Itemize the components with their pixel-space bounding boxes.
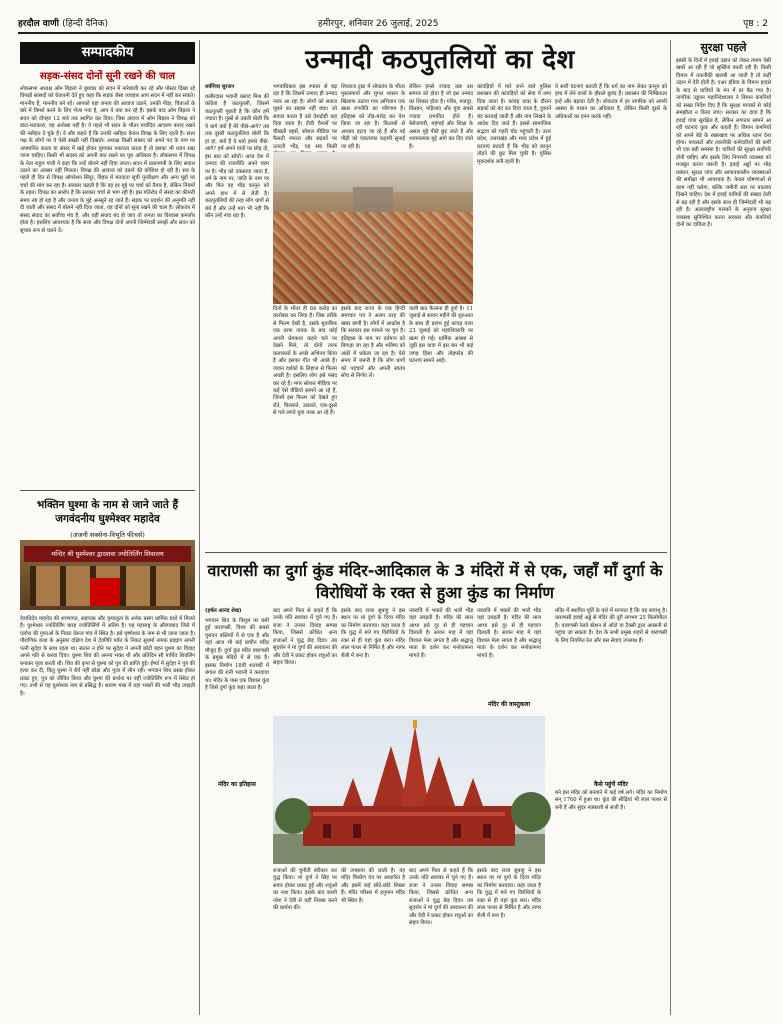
editorial-title: सम्पादकीय: [20, 42, 195, 64]
main-lower-2: इसके बाद राज्य के एक हिन्दी समाचार पत्र ने अलग तरह की खबर छापी है। लोगों में आक्रोश है कि सरकार इस मामले पर चुप है। इतिहास के नाम पर वर्तमान को बिगाड़ा जा रहा है और भविष्य को अंधेरे में धकेला जा रहा है। ऐसे समय में जरूरी है कि लोग धागों को पहचानें और अपनी स्वतंत्र सोच से निर्णय लें।: [341, 306, 405, 380]
temple-illustration: [273, 716, 545, 864]
main-col-5: कांवड़ियों में मारे जाने वाले पुलिस प्रशासन की कांवड़ियों को सेवा में लगा दिया जाता है। कांवड़ यात्रा के दौरान सड़कों को बंद कर दिया जाता है, दुकानें बंद करवाई जाती हैं और नाम लिखने के आदेश दिए जाते हैं। इससे सामाजिक सद्भाव को गहरी चोट पहुंचती है। उत्तर प्रदेश, उत्तराखंड और मध्य प्रदेश में हुई घटनाएं बताती हैं कि भीड़ को कानून तोड़ने की छूट मिल चुकी है। पुलिस मूकदर्शक बनी रहती है।: [477, 84, 551, 165]
main-col-4: लेकिन इनसे ज्यादा कष्ट उस समाज को होता है जो इस उन्माद का शिकार होता है। गरीब, मजदूर, किसान, महिलाएं और युवा सबसे ज्यादा प्रभावित होते हैं। बेरोजगारी, महंगाई और शिक्षा के असल मुद्दे पीछे छूट जाते हैं और भावनात्मक मुद्दे आगे कर दिए जाते हैं।: [409, 84, 473, 150]
varanasi-headline: वाराणसी का दुर्गा कुंड मंदिर-आदिकाल के 3 मंदिरों में से एक, जहाँ माँ दुर्गा के विरोधियों के रक्त से हुआ कुंड का निर्माण: [207, 561, 663, 602]
main-lower-3: वाली बात फैलाना ही दुर्गा है। 11 जुलाई से सावन महीने की शुरुआत के साथ ही प्रारंभ हुई कांवड़ यात्रा 23 जुलाई को महाशिवरात्रि पर खत्म हो गई। धार्मिक आस्था से जुड़ी इस यात्रा में इस बार भी कई जगह हिंसा और तोड़फोड़ की घटनाएं सामने आईं।: [409, 306, 473, 365]
main-col-2: भगवाधिकार इस रफ्तार से बढ़ रहा है कि जिसमें उन्माद ही उन्माद नजर आ रहा है। लोगों को सवाल पूछने का साहस नहीं बचा। जो सवाल करता है उसे देशद्रोही कह दिया जाता है। टीवी चैनलों पर चीखती बहसें, सोशल मीडिया पर फैलती नफरत और सड़कों पर उतरती भीड़, यह सब किसी: [273, 84, 337, 150]
right-body: झांसी के दिनों में हवाई उड़ान को लेकर तमाम ऐसी खबरें आ रही हैं जो सुर्खियां बनती रही हैं। किसी विमान में तकनीकी खराबी आ जाती है तो कहीं उड़ान में देरी होती है। एअर इंडिया के विमान हादसे के बाद से यात्रियों के मन में डर बैठ गया है। नागरिक उड्डयन महानिदेशालय ने विमान कंपनियों को सख्त निर्देश दिए हैं कि सुरक्षा मानकों से कोई समझौता न किया जाए। सरकार का दावा है कि हवाई यात्रा सुरक्षित है, लेकिन लगातार सामने आ रही घटनाएं कुछ और कहती हैं। विमान कंपनियों को अपने बेड़े के रखरखाव पर अधिक ध्यान देना होगा। पायलटों और तकनीकी कर्मचारियों की कमी भी एक बड़ी समस्या है। यात्रियों की सुरक्षा सर्वोपरि होनी चाहिए और इसके लिए निगरानी व्यवस्था को मजबूत करना जरूरी है। हवाई अड्डों पर भीड़ प्रबंधन, सुरक्षा जांच और आपातकालीन व्यवस्थाओं की समीक्षा भी आवश्यक है। केवल घोषणाओं से काम नहीं चलेगा, बल्कि जमीनी स्तर पर बदलाव दिखने चाहिए। देश में हवाई यात्रियों की संख्या तेजी से बढ़ रही है और इसके साथ ही जिम्मेदारी भी बढ़ रही है। अंतरराष्ट्रीय मानकों के अनुरूप सुरक्षा व्यवस्था सुनिश्चित करना सरकार और कंपनियों दोनों का दायित्व है।: [676, 58, 771, 228]
editorial-body: लोकसभा अध्यक्ष ओम बिड़ला ने बुधवार को सदन में नारेबाजी कर रहे और पोस्टर दिखा रहे विपक्षी सांसदों को चेतावनी देते हुए कहा कि सड़क जैसा व्यवहार आप सदन में नहीं कर सकते। माननीय हैं, माननीय बने रहें। आपको यहां जनता की आवाज उठाने, उनकी पीड़ा, चिंताओं के बारे में विमर्श करने के लिए भेजा गया है, आप ये क्या कर रहे हैं। इसके बाद ओम बिड़ला ने सदन को दोपहर 12 बजे तक स्थगित कर दिया। जिस अंदाज में ओम बिड़ला ने विपक्ष को डांटा-फटकारा, वह अनोखा नहीं है। वे पहले भी सदन के भीतर मर्यादित आचरण बनाए रखने की नसीहत दे चुके हैं। वे और कहते हैं कि उनकी नसीहत केवल विपक्ष के लिए रहती है। सत्ता पक्ष के लोगों पर वे ऐसी सख्ती नहीं दिखाते। अध्यक्ष किसी सांसद को अपने पद के नाम पर अपमानित करता या संसद में खड़े होकर घुमाकर नकारता करता है तो इसका भी ध्यान रखा जाना चाहिए। किसी भी सदस्य को अपनी बात रखने का पूरा अधिकार है। लोकसभा में विपक्ष के नेता राहुल गांधी ने कहा कि उन्हें बोलने नहीं दिया जाता। सदन में प्रधानमंत्री के लिए सवाल उठाने का अवसर नहीं मिलता। विपक्ष की आवाज को दबाने की कोशिश हो रही है। सत्र के पहले ही दिन से विपक्ष ऑपरेशन सिंदूर, बिहार में मतदाता सूची पुनरीक्षण और अन्य मुद्दों पर चर्चा की मांग कर रहा है। सरकार कहती है कि वह हर मुद्दे पर चर्चा को तैयार है, लेकिन नियमों के तहत। विपक्ष का आरोप है कि सरकार चर्चा से भाग रही है। इस गतिरोध में संसद का कीमती समय नष्ट हो रहा है और जनता के मुद्दे अनसुने रह जाते हैं। सड़क पर प्रदर्शन की अनुमति नहीं दी जाती और संसद में बोलने नहीं दिया जाता, यह दोनों को सूना रखने की चाल है। लोकतंत्र में संसद संवाद का सर्वोच्च मंच है, और यहीं संवाद बंद हो जाए तो जनता का विश्वास कमजोर होता है। इसलिए आवश्यक है कि सत्ता और विपक्ष दोनों अपनी जिम्मेदारी समझें और सदन को सुचारु रूप से चलने दें।: [20, 86, 195, 234]
varanasi-col-5b: बने इस मंदिर को बनवाने में कई वर्ष लगे। मंदिर का निर्माण सन् 1760 में हुआ था। कुंड की सीढ़ियां भी लाल पत्थर से बनी हैं और सुंदर नक्काशी से सजी हैं।: [555, 790, 667, 811]
right-headline: सुरक्षा पहले: [700, 41, 747, 54]
varanasi-lower-4: इसके बाद राजा सुबाहु ने इस स्थान पर मां दुर्गा के दिव्य मंदिर का निर्माण करवाया। कहा जाता है कि युद्ध में मारे गए विरोधियों के रक्त से ही यहां कुंड बना। मंदिर लाल पत्थर से निर्मित है और नागर शैली में बना है।: [477, 868, 541, 919]
editorial-headline: सड़क-संसद दोनों सूनी रखने की चाल: [40, 71, 175, 82]
varanasi-byline: (हर्षल आनंद शेख): [205, 608, 242, 614]
main-lower-1: दिनों के भीतर ही 84 करोड़ का कारोबार कर लिया है। जिस तरीके से फिल्म देखी है, उसके मुताबिक एक तरफ नायक के बाद कोई अपनी प्रेमकथा कहने चले पर देखने मिले, तो दोनों तरफ कलाकारों के अच्छे अभिनय किया है और इसका गीत भी अच्छे हैं। जवान दर्शकों के लिहाज से फिल्म अच्छी है। इसलिए लोग इसे पसंद कर रहे हैं। मगर सोशल मीडिया पर कई ऐसे वीडियो सामने आ रहे हैं, जिनमें इस फिल्म को देखते हुए रोते, चिल्लाते, उछलते, एक-दूसरे से गले लगते युवा नजर आ रहे हैं।: [273, 306, 337, 417]
varanasi-col-4: नवरात्रि में भक्तों की भारी भीड़ यहां उमड़ती है। मंदिर की लाल आभा इसे दूर से ही पहचान दिलाती है। सावन माह में यहां विशाल मेला लगता है और श्रद्धालु माता के दर्शन कर मनोकामना मांगते हैं।: [409, 608, 473, 659]
temple-sign: मन्दिर श्री घुश्मेश्वर द्वादशवा ज्योतिर्लिंग शिवालय: [24, 546, 191, 562]
varanasi-col-3: इसके बाद राजा सुबाहु ने इस स्थान पर मां दुर्गा के दिव्य मंदिर का निर्माण करवाया। कहा जाता है कि युद्ध में मारे गए विरोधियों के रक्त से ही यहां कुंड बना। मंदिर लाल पत्थर से निर्मित है और नागर शैली में बना है।: [341, 608, 405, 659]
masthead: [18, 8, 768, 34]
varanasi-lower-1: राजाओं की चुनौती स्वीकार कर युद्ध किया। मां दुर्गा ने सिंह पर सवार होकर प्रकट हुईं और शत्रुओं का नाश किया। इसके बाद काशी नरेश ने देवी से यहीं निवास करने की प्रार्थना की।: [273, 868, 337, 912]
durga-temple-photo: [273, 716, 545, 864]
page-number: पृष्ठ : 2: [743, 19, 768, 29]
paper-name: हरदौल वाणी (हिन्दी दैनिक): [18, 19, 109, 29]
ghushmeshwar-byline: (अंजनी सक्सेना-विभूति फीचर्स): [70, 531, 145, 539]
varanasi-lower-3: बाद अपने पिता से कहते हैं कि उनके पति स्वयंवर में चुने गए हैं। राजा ने उनका विवाह सम्पन्न किया, जिससे क्रोधित अन्य राजाओं ने युद्ध छेड़ दिया। तब सुदर्शन ने मां दुर्गा की आराधना की और देवी ने प्रकट होकर शत्रुओं का संहार किया।: [409, 868, 473, 927]
varanasi-col-1: भगवान शिव के त्रिशूल पर बसी हुई वाराणसी, विश्व की सबसे पुरातन बस्तियों में से एक है और यहां आज भी कई प्राचीन मंदिर मौजूद हैं। दुर्गा कुंड मंदिर वाराणसी के प्रमुख मंदिरों में से एक है। इसका निर्माण 18वीं शताब्दी में बंगाल की रानी भवानी ने करवाया था। मंदिर के पास एक विशाल कुंड है जिसे दुर्गा कुंड कहा जाता है।: [205, 618, 269, 692]
ghushmeshwar-body: देवाधिदेव महादेव की शरणागत, सहायक और कृपालुता के अनेक प्रसंग धार्मिक ग्रंथों में मिलते हैं। घुश्मेश्वर ज्योतिर्लिंग बारह ज्योतिर्लिंगों में अंतिम है। यह महाराष्ट्र के औरंगाबाद जिले में एलोरा की गुफाओं के निकट वेरूल गांव में स्थित है। इसे घृष्णेश्वर के नाम से भी जाना जाता है। पौराणिक कथा के अनुसार दक्षिण देश में देवगिरि पर्वत के निकट सुधर्मा नामक ब्राह्मण अपनी पत्नी सुदेहा के साथ रहता था। संतान न होने पर सुदेहा ने अपनी छोटी बहन घुश्मा का विवाह अपने पति से करवा दिया। घुश्मा शिव की अनन्य भक्त थी और प्रतिदिन सौ पार्थिव शिवलिंग बनाकर पूजा करती थी। शिव की कृपा से घुश्मा को पुत्र की प्राप्ति हुई। ईर्ष्या में सुदेहा ने पुत्र की हत्या कर दी, किंतु घुश्मा ने धैर्य नहीं छोड़ा और पूजा में लीन रही। भगवान शिव प्रसन्न होकर प्रकट हुए, पुत्र को जीवित किया और घुश्मा की प्रार्थना पर वहीं ज्योतिर्लिंग रूप में स्थित हो गए। तभी से यह घुश्मेश्वर नाम से प्रसिद्ध है। श्रावण मास में यहां भक्तों की भारी भीड़ उमड़ती है।: [20, 616, 195, 697]
varanasi-col-2: बाद अपने पिता से कहते हैं कि उनके पति स्वयंवर में चुने गए हैं। राजा ने उनका विवाह सम्पन्न किया, जिससे क्रोधित अन्य राजाओं ने युद्ध छेड़ दिया। तब सुदर्शन ने मां दुर्गा की आराधना की और देवी ने प्रकट होकर शत्रुओं का संहार किया।: [273, 608, 337, 667]
varanasi-col-5: मंदिर में स्थापित मूर्ति के बारे में मान्यता है कि यह स्वयंभू है। वाराणसी हवाई अड्डे से मंदिर की दूरी लगभग 25 किलोमीटर है। वाराणसी रेलवे स्टेशन से ऑटो या टैक्सी द्वारा आसानी से पहुंचा जा सकता है। देश के सभी प्रमुख शहरों से वाराणसी के लिए नियमित रेल और बस सेवाएं उपलब्ध हैं।: [555, 608, 667, 644]
varanasi-col-4b: नवरात्रि में भक्तों की भारी भीड़ यहां उमड़ती है। मंदिर की लाल आभा इसे दूर से ही पहचान दिलाती है। सावन माह में यहां विशाल मेला लगता है और श्रद्धालु माता के दर्शन कर मनोकामना मांगते हैं।: [477, 608, 541, 659]
place-date: हमीरपुर, शनिवार 26 जुलाई, 2025: [318, 19, 439, 29]
main-col-3: शिवराज ट्रस्ट में लोकतंत्र के भीतर मुसलमानों और मुगल शासन के खिलाफ उठाया गया अभियान एक खास रणनीति का परिणाम है। इतिहास को तोड़-मरोड़ कर पेश किया जा रहा है। किताबों से अध्याय हटाए जा रहे हैं और नई पीढ़ी को एकतरफा कहानी सुनाई जा रही है।: [341, 84, 405, 150]
varanasi-sub-reach: कैसे पहुंचें मंदिर: [593, 781, 629, 788]
varanasi-sub-arch: मंदिर की वास्तुकला: [488, 701, 530, 708]
ghushmeshwar-headline: भक्तिन घुश्मा के नाम से जाने जाते हैं जगवंदनीय घुश्मेश्वर महादेव: [36, 499, 179, 525]
main-headline: उन्मादी कठपुतलियों का देश: [305, 45, 575, 75]
main-lower-4: ये सारी घटनाएं बताती हैं कि धर्म का नाम लेकर कानून को हाथ में लेने वालों के हौसले बुलंद हैं। प्रशासन की निष्क्रियता इन्हें और बढ़ावा देती है। लोकतंत्र में हर नागरिक को अपनी आस्था के पालन का अधिकार है, लेकिन किसी दूसरे के अधिकारों का हनन करके नहीं।: [555, 84, 667, 120]
temple-photo: [20, 540, 195, 610]
crowd-photo: [273, 152, 473, 304]
main-col-1: कबीरदास भवानी प्रसाद मिश्र की कविता है कठपुतली, जिसमें कठपुतली पूछती है कि कौन हमें नचाता है। गुस्से से उबली बोली कि ये धागे क्यों हैं मेरे पीछे-आगे? तब तक दूसरी कठपुतलियां बोलीं कि हां हां, क्यों हैं ये धागे हमारे पीछे-आगे? हमें अपने पांवों पर छोड़ दो, इस बात को सोचो। आज देश में उन्माद की राजनीति अपने चरम पर है। भीड़ को उकसाया जाता है, धर्म के नाम पर, जाति के नाम पर और फिर वह भीड़ कानून को अपने हाथ में ले लेती है। कठपुतलियों की तरह लोग धागों से बंधे हैं और उन्हें पता भी नहीं कि कौन उन्हें नचा रहा है।: [205, 94, 269, 220]
varanasi-sub-history: मंदिर का इतिहास: [218, 781, 256, 788]
varanasi-lower-2: की उपासना की जाती है। यह मंदिर त्रिकोण यंत्र पर आधारित है और इसमें कई छोटे-छोटे शिखर हैं। मंदिर परिसर में हनुमान मंदिर भी स्थित है।: [341, 868, 405, 904]
main-byline: सर्वमित्रा सुरजन: [205, 84, 235, 90]
